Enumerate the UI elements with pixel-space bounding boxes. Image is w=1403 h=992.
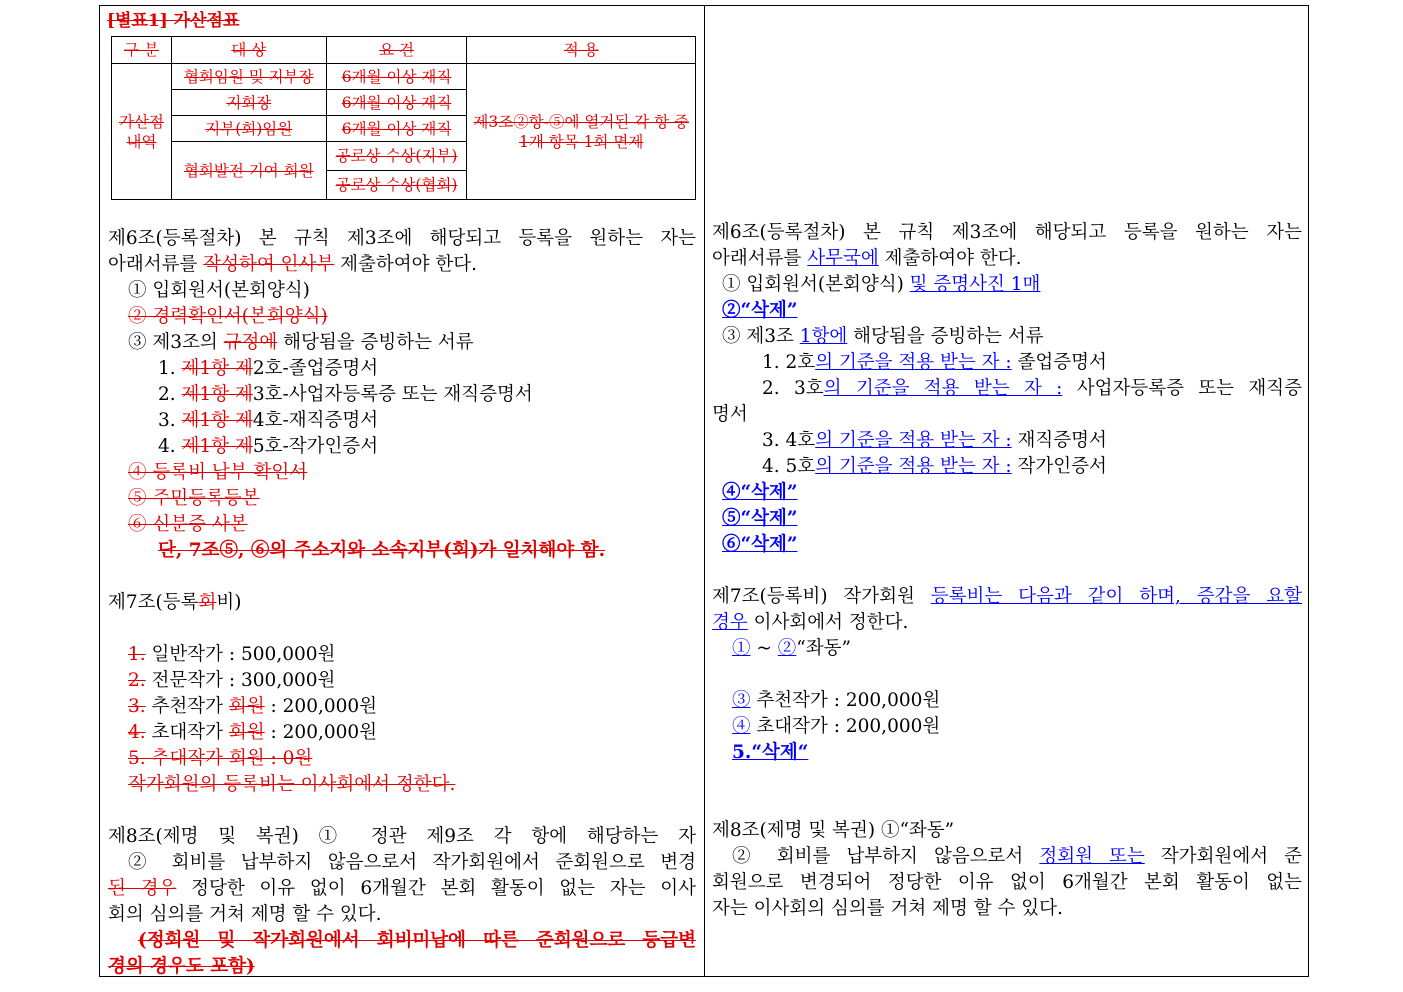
art7-line2: 경우 이사회에서 정한다. (712, 612, 909, 633)
art8-line3: 회원으로 변경되어 정당한 이유 없이 6개월간 본회 활동이 없는 (712, 872, 1302, 893)
fee-5: 5. 추대작가 회원 : 0원 (128, 748, 313, 769)
sub-item-3: 3. 제1항 제4호-재직증명서 (158, 410, 379, 431)
sub-item-2-cont: 명서 (712, 404, 748, 425)
art7-title: 제7조(등록회비) (108, 592, 242, 613)
art8-line4: 자는 이사회의 심의를 거쳐 제명 할 수 있다. (712, 898, 1063, 919)
row-requirement: 공로상 수상(지부) (326, 142, 467, 171)
art8-line1: 제8조(제명 및 복권) ①“좌동” (712, 820, 955, 841)
fee-4: ④ 초대작가 : 200,000원 (732, 716, 941, 737)
item-4: ④ 등록비 납부 확인서 (128, 462, 308, 483)
header-requirement: 요 건 (326, 37, 467, 64)
fee-3: 3. 추천작가 회원 : 200,000원 (128, 696, 378, 717)
row-requirement: 공로상 수상(협회) (326, 171, 467, 200)
fee-3: ③ 추천작가 : 200,000원 (732, 690, 941, 711)
table-title: [별표1] 가산점표 (107, 11, 240, 31)
category-cell: 가산점 내역 (112, 64, 172, 200)
sub-item-2: 2. 3호의 기준을 적용 받는 자 : 사업자등록증 또는 재직증 (762, 378, 1302, 399)
art7-line1: 제7조(등록비) 작가회원 등록비는 다음과 같이 하며, 증감을 요할 (712, 586, 1302, 607)
item-5: ⑤ 주민등록등본 (128, 488, 260, 509)
header-application: 적 용 (467, 37, 696, 64)
bonus-points-table (111, 36, 696, 200)
header-target: 대 상 (171, 37, 326, 64)
art8-line5: (정회원 및 작가회원에서 회비미납에 따른 준회원으로 등급변 (138, 930, 696, 951)
row-target: 협회임원 및 지부장 (171, 64, 326, 90)
item-2: ②“삭제” (722, 300, 798, 321)
fee-5: 5.“삭제“ (732, 742, 809, 763)
art6-line2: 아래서류를 작성하여 인사부 제출하여야 한다. (108, 254, 477, 275)
item-6: ⑥“삭제” (722, 534, 798, 555)
art8-line2: ② 회비를 납부하지 않음으로서 정회원 또는 작가회원에서 준 (732, 846, 1302, 867)
art6-line1: 제6조(등록절차) 본 규칙 제3조에 해당되고 등록을 원하는 자는 (712, 222, 1302, 243)
art8-line3: 된 경우 정당한 이유 없이 6개월간 본회 활동이 없는 자는 이사 (108, 878, 696, 899)
item-5: ⑤“삭제” (722, 508, 798, 529)
art6-line1: 제6조(등록절차) 본 규칙 제3조에 해당되고 등록을 원하는 자는 (108, 228, 696, 249)
item-6-note: 단, 7조⑤, ⑥의 주소지와 소속지부(회)가 일치해야 함. (158, 540, 606, 561)
item-1: ① 입회원서(본회양식) 및 증명사진 1매 (722, 274, 1041, 295)
fee-note: 작가회원의 등록비는 이사회에서 정한다. (128, 774, 456, 795)
row-requirement: 6개월 이상 재직 (326, 90, 467, 116)
art8-line6: 경의 경우도 포함) (108, 956, 255, 977)
column-divider (704, 5, 705, 977)
fee-1: 1. 일반작가 : 500,000원 (128, 644, 336, 665)
sub-item-3: 3. 4호의 기준을 적용 받는 자 : 재직증명서 (762, 430, 1107, 451)
row-target: 지회장 (171, 90, 326, 116)
item-3: ③ 제3조 1항에 해당됨을 증빙하는 서류 (722, 326, 1044, 347)
art6-line2: 아래서류를 사무국에 제출하여야 한다. (712, 248, 1022, 269)
fee-1-2: ① ~ ②“좌동” (732, 638, 851, 659)
sub-item-4: 4. 5호의 기준을 적용 받는 자 : 작가인증서 (762, 456, 1107, 477)
fee-2: 2. 전문작가 : 300,000원 (128, 670, 336, 691)
header-category: 구 분 (112, 37, 172, 64)
row-target: 협회발전 기여 회원 (171, 142, 326, 200)
fee-4: 4. 초대작가 회원 : 200,000원 (128, 722, 378, 743)
sub-item-4: 4. 제1항 제5호-작가인증서 (158, 436, 379, 457)
art8-line1: 제8조(제명 및 복권) ① 정관 제9조 각 항에 해당하는 자 (108, 826, 696, 847)
item-3: ③ 제3조의 규정에 해당됨을 증빙하는 서류 (128, 332, 474, 353)
application-cell: 제3조②항-⑤에 열거된 각 항 중 1개 항목 1회 면제 (467, 64, 696, 200)
item-6: ⑥ 신분증 사본 (128, 514, 248, 535)
item-2: ② 경력확인서(본회양식) (128, 306, 328, 327)
sub-item-2: 2. 제1항 제3호-사업자등록증 또는 재직증명서 (158, 384, 533, 405)
item-4: ④“삭제” (722, 482, 798, 503)
sub-item-1: 1. 2호의 기준을 적용 받는 자 : 졸업증명서 (762, 352, 1107, 373)
row-requirement: 6개월 이상 재직 (326, 64, 467, 90)
art8-line2: ② 회비를 납부하지 않음으로서 작가회원에서 준회원으로 변경 (128, 852, 696, 873)
row-requirement: 6개월 이상 재직 (326, 116, 467, 142)
item-1: ① 입회원서(본회양식) (128, 280, 310, 301)
sub-item-1: 1. 제1항 제2호-졸업증명서 (158, 358, 379, 379)
row-target: 지부(회)임원 (171, 116, 326, 142)
art8-line4: 회의 심의를 거쳐 제명 할 수 있다. (108, 904, 382, 925)
